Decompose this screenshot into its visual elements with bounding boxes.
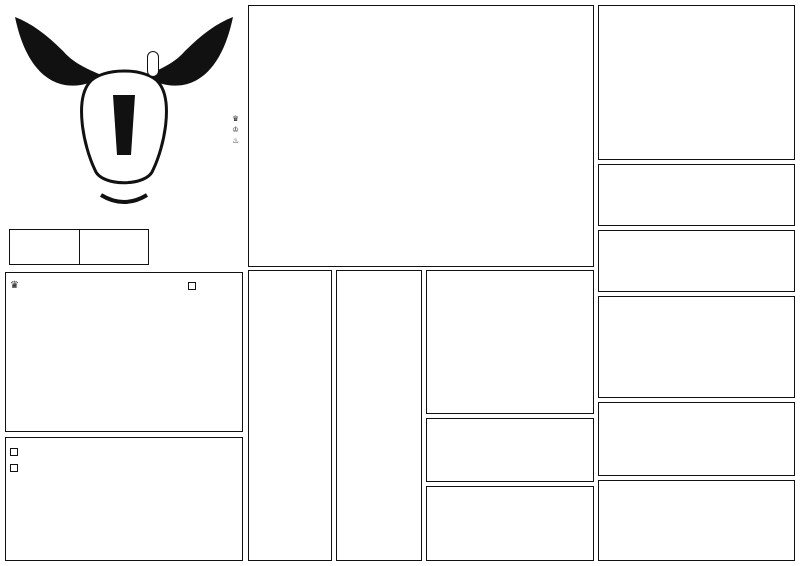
gift-title <box>599 403 794 423</box>
noodle-item[interactable] <box>599 317 794 325</box>
total-section[interactable] <box>598 480 795 561</box>
ranch-title <box>599 6 794 26</box>
pot-special-row[interactable] <box>6 279 242 293</box>
wok-title <box>427 271 593 291</box>
solo-section <box>336 270 422 561</box>
chef-icon: ♔ <box>232 125 239 134</box>
crown-icon: ♛ <box>232 114 239 123</box>
wine-title <box>599 231 794 251</box>
legend <box>181 113 239 146</box>
private-title <box>249 271 331 291</box>
tonic-desc <box>6 476 242 480</box>
tonic-row-small[interactable] <box>6 460 242 476</box>
people-table-box[interactable] <box>9 229 149 265</box>
nowine-section <box>598 164 795 226</box>
signature-pot-section <box>5 272 243 432</box>
wine-section <box>598 230 795 292</box>
seasonal-section <box>426 486 594 561</box>
checkbox[interactable] <box>188 282 196 290</box>
gift-section <box>598 402 795 476</box>
brand-panel <box>5 5 243 267</box>
store-info <box>155 155 243 169</box>
brand-tagline <box>81 51 85 53</box>
ranch-section <box>598 5 795 160</box>
people-label <box>10 230 32 264</box>
tonic-row-large[interactable] <box>6 444 242 460</box>
tonic-pot-section <box>5 437 243 561</box>
hotpot-title <box>249 6 593 26</box>
hotpot-section <box>248 5 594 267</box>
wok-section <box>426 270 594 414</box>
noodle-item[interactable] <box>599 325 794 333</box>
private-section <box>248 270 332 561</box>
crown-icon: ♛ <box>10 280 19 291</box>
noodle-section <box>598 296 795 398</box>
set-section <box>426 418 594 482</box>
chili-icon: ♨ <box>232 136 239 145</box>
nowine-title <box>599 165 794 185</box>
solo-title <box>337 271 421 291</box>
brand-stamp <box>147 51 159 77</box>
table-label <box>80 230 102 264</box>
set-title <box>427 419 593 439</box>
